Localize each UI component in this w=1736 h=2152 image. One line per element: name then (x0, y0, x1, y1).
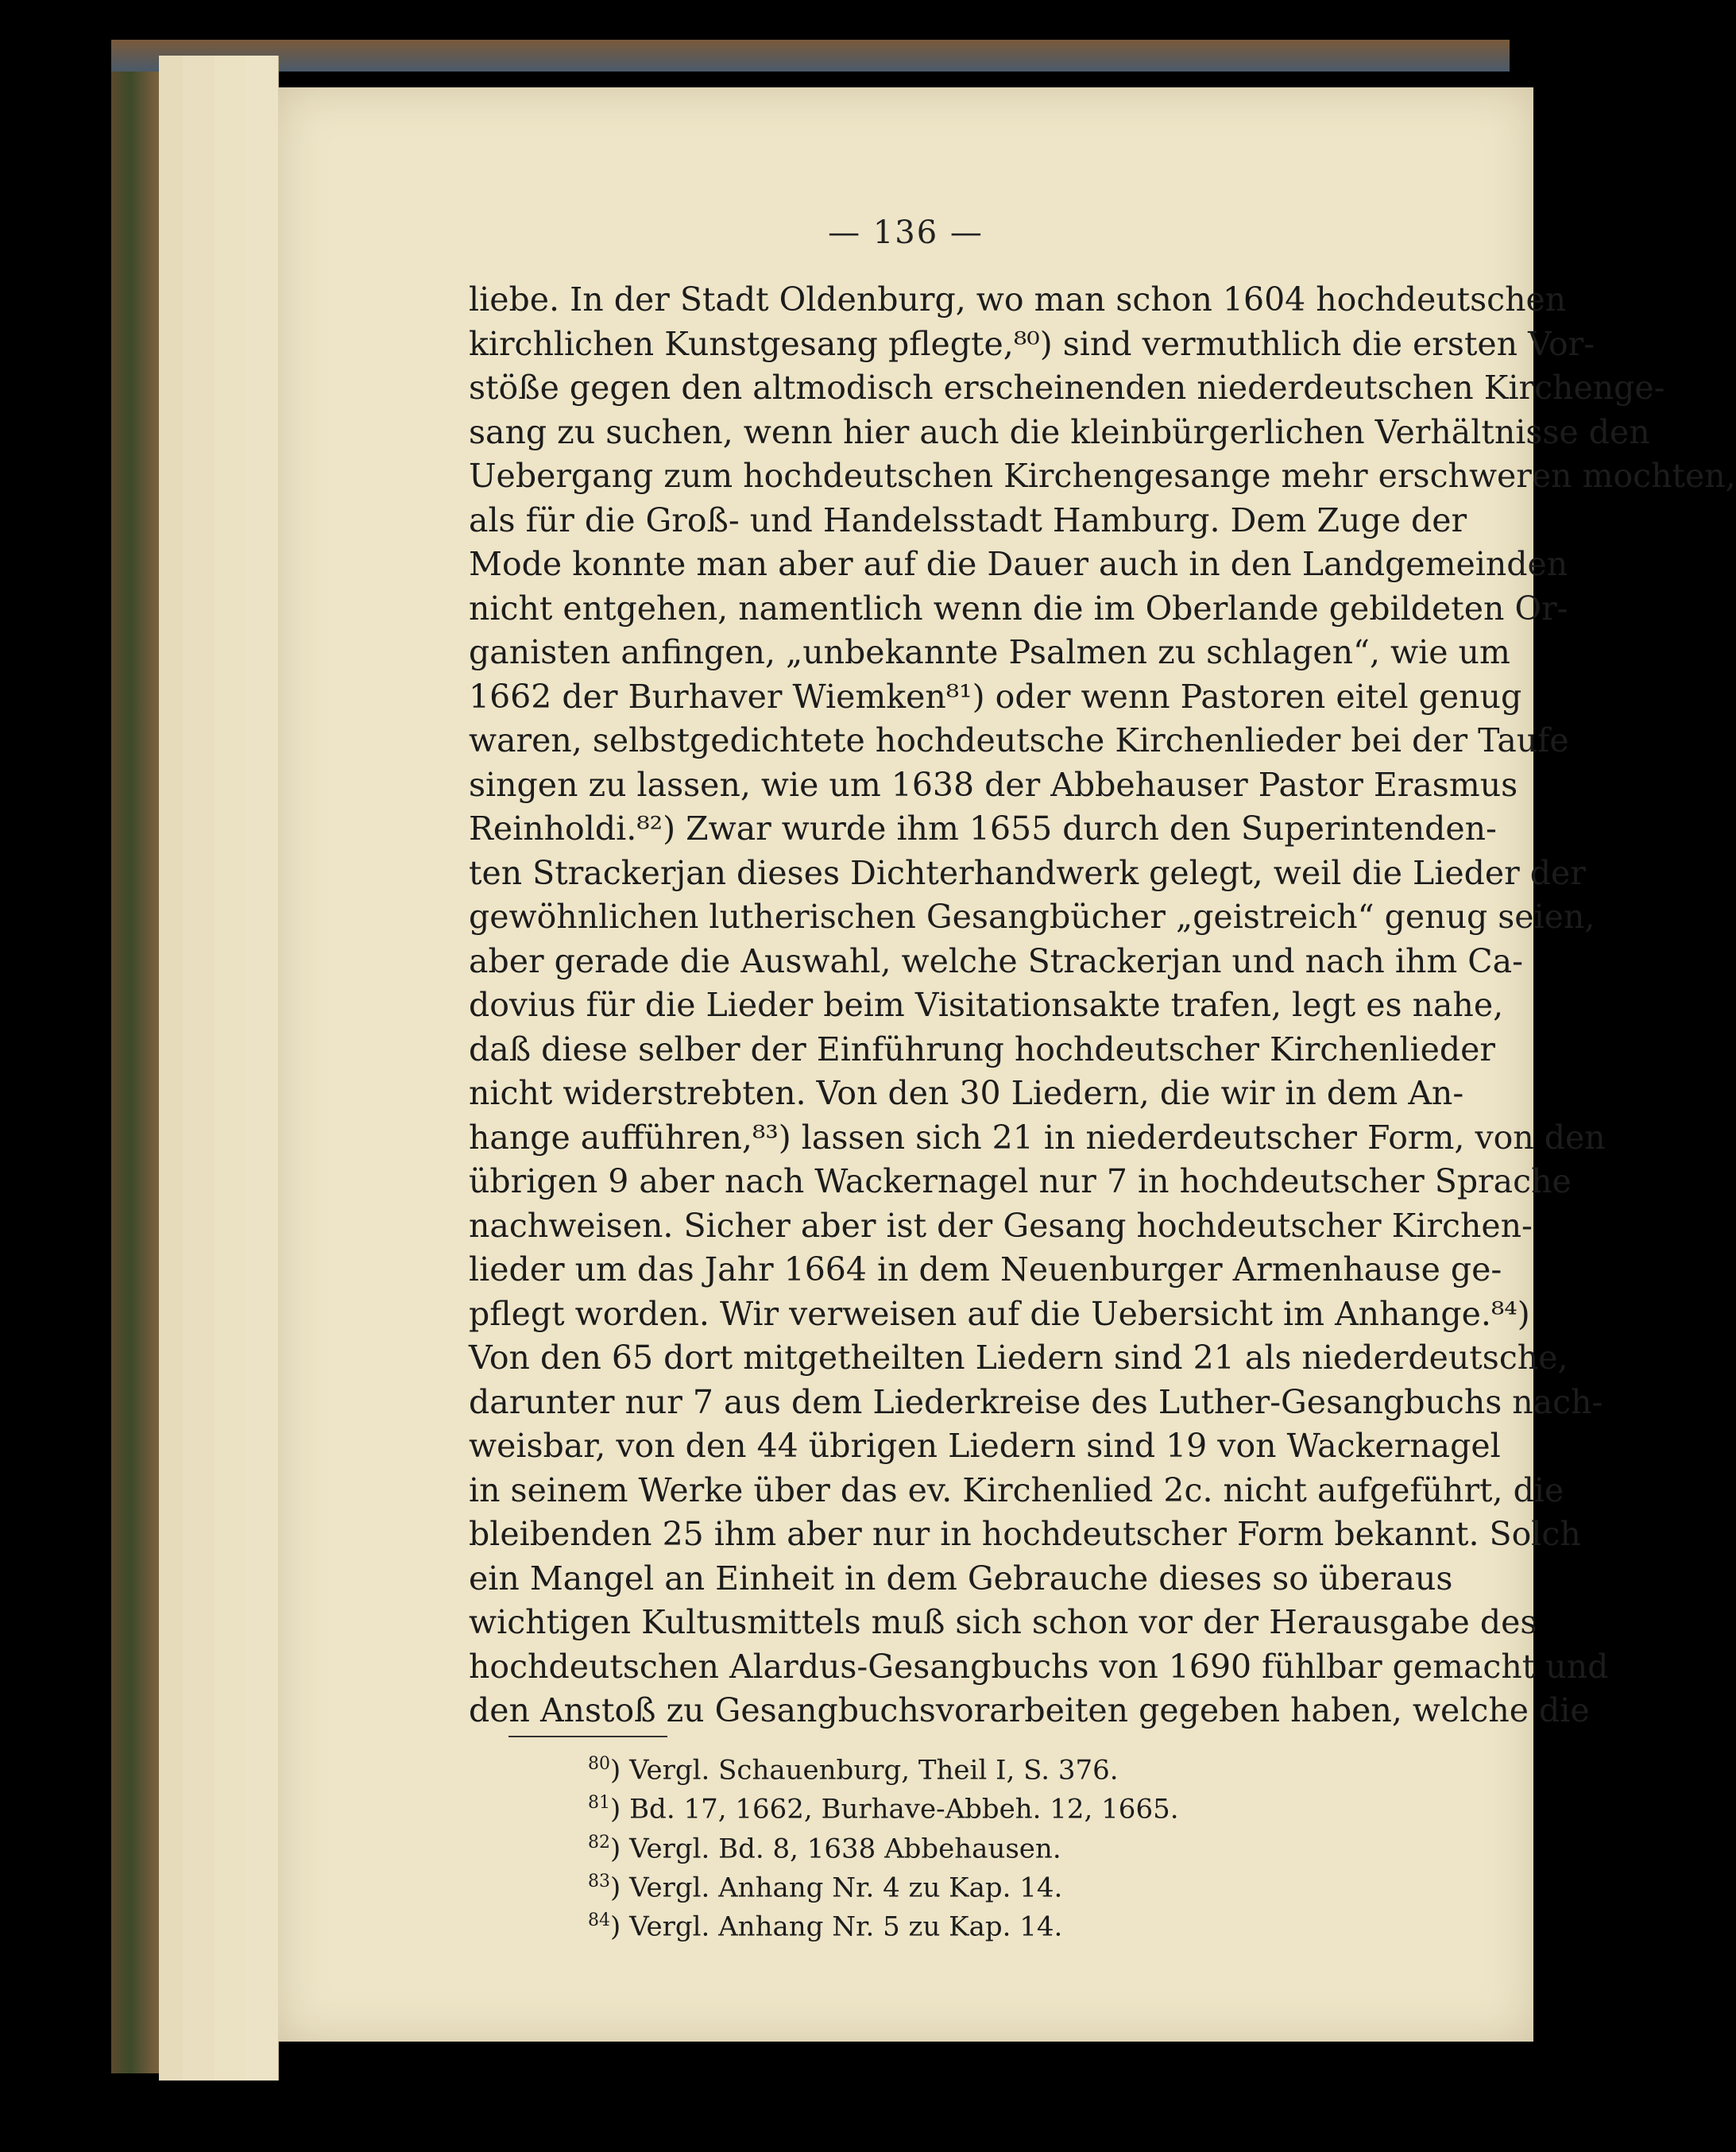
text-line: hochdeutschen Alardus-Gesangbuchs von 1690 fühlbar gemacht und (469, 1647, 1609, 1686)
text-line: kirchlichen Kunstgesang pflegte,⁸⁰) sind vermuthlich die ersten Vor- (469, 324, 1595, 363)
text-line: liebe. In der Stadt Oldenburg, wo man schon 1604 hochdeutschen (469, 280, 1567, 319)
footnote-number: 83 (588, 1871, 610, 1891)
text-line: weisbar, von den 44 übrigen Liedern sind 19 von Wackernagel (469, 1427, 1501, 1465)
text-line: bleibenden 25 ihm aber nur in hochdeutscher Form bekannt. Solch (469, 1515, 1581, 1553)
footnotes (588, 1748, 1382, 1944)
footnote-text: ) Vergl. Schauenburg, Theil I, S. 376. (610, 1754, 1119, 1787)
text-line: hange aufführen,⁸³) lassen sich 21 in niederdeutscher Form, von den (469, 1118, 1606, 1157)
text-line: wichtigen Kultusmittels muß sich schon vor der Herausgabe des (469, 1603, 1537, 1641)
text-line: dovius für die Lieder beim Visitationsakte trafen, legt es nahe, (469, 986, 1504, 1024)
text-line: gewöhnlichen lutherischen Gesangbücher „geistreich“ genug seien, (469, 898, 1595, 936)
book-page (278, 87, 1736, 2042)
text-line: ten Strackerjan dieses Dichterhandwerk gelegt, weil die Lieder der (469, 853, 1586, 892)
footnote-text: ) Vergl. Bd. 8, 1638 Abbehausen. (610, 1832, 1061, 1864)
text-line: sang zu suchen, wenn hier auch die kleinbürgerlichen Verhältnisse den (469, 412, 1650, 451)
body-text (469, 278, 1736, 1733)
footnote (588, 1748, 1382, 1787)
footnote (588, 1865, 1382, 1904)
footnote-divider (508, 1736, 667, 1737)
text-line: Uebergang zum hochdeutschen Kirchengesange mehr erschweren mochten, (469, 457, 1736, 495)
text-line: nachweisen. Sicher aber ist der Gesang hochdeutscher Kirchen- (469, 1206, 1533, 1245)
text-line: Mode konnte man aber auf die Dauer auch in den Landgemeinden (469, 545, 1568, 583)
book-cover-top (111, 40, 1510, 71)
footnote (588, 1904, 1382, 1943)
text-line: daß diese selber der Einführung hochdeutscher Kirchenlieder (469, 1030, 1496, 1068)
text-line: 1662 der Burhaver Wiemken⁸¹) oder wenn Pastoren eitel genug (469, 677, 1522, 716)
footnote-text: ) Vergl. Anhang Nr. 5 zu Kap. 14. (610, 1911, 1063, 1943)
footnote-number: 81 (588, 1793, 610, 1814)
text-line: stöße gegen den altmodisch erscheinenden niederdeutschen Kirchenge- (469, 369, 1665, 407)
footnote-text: ) Bd. 17, 1662, Burhave-Abbeh. 12, 1665. (610, 1793, 1179, 1826)
text-line: den Anstoß zu Gesangbuchsvorarbeiten gegeben haben, welche die (469, 1691, 1590, 1729)
footnote (588, 1826, 1382, 1865)
text-line: waren, selbstgedichtete hochdeutsche Kirchenlieder bei der Taufe (469, 721, 1569, 759)
text-line: Von den 65 dort mitgetheilten Liedern sind 21 als niederdeutsche, (469, 1339, 1568, 1377)
footnote-number: 82 (588, 1832, 610, 1853)
footnote (588, 1787, 1382, 1826)
footnote-text: ) Vergl. Anhang Nr. 4 zu Kap. 14. (610, 1872, 1063, 1904)
text-line: nicht widerstrebten. Von den 30 Liedern, die wir in dem An- (469, 1074, 1464, 1112)
text-line: als für die Groß- und Handelsstadt Hamburg. Dem Zuge der (469, 500, 1467, 539)
text-line: darunter nur 7 aus dem Liederkreise des Luther-Gesangbuchs nach- (469, 1382, 1603, 1421)
footnote-number: 84 (588, 1911, 610, 1931)
page-number: — 136 — (828, 214, 984, 251)
text-line: ganisten anfingen, „unbekannte Psalmen zu schlagen“, wie um (469, 633, 1510, 671)
text-line: nicht entgehen, namentlich wenn die im Oberlande gebildeten Or- (469, 589, 1568, 628)
text-line: übrigen 9 aber nach Wackernagel nur 7 in hochdeutscher Sprache (469, 1162, 1572, 1200)
page-edges (246, 56, 279, 2081)
text-line: ein Mangel an Einheit in dem Gebrauche dieses so überaus (469, 1559, 1453, 1598)
text-line: aber gerade die Auswahl, welche Strackerjan und nach ihm Ca- (469, 941, 1523, 980)
text-line: pflegt worden. Wir verweisen auf die Uebersicht im Anhange.⁸⁴) (469, 1294, 1530, 1333)
text-line: singen zu lassen, wie um 1638 der Abbehauser Pastor Erasmus (469, 765, 1518, 804)
footnote-number: 80 (588, 1754, 610, 1774)
text-line: Reinholdi.⁸²) Zwar wurde ihm 1655 durch den Superintenden- (469, 809, 1497, 848)
text-line: lieder um das Jahr 1664 in dem Neuenburger Armenhause ge- (469, 1250, 1502, 1288)
text-line: in seinem Werke über das ev. Kirchenlied 2c. nicht aufgeführt, die (469, 1470, 1564, 1509)
